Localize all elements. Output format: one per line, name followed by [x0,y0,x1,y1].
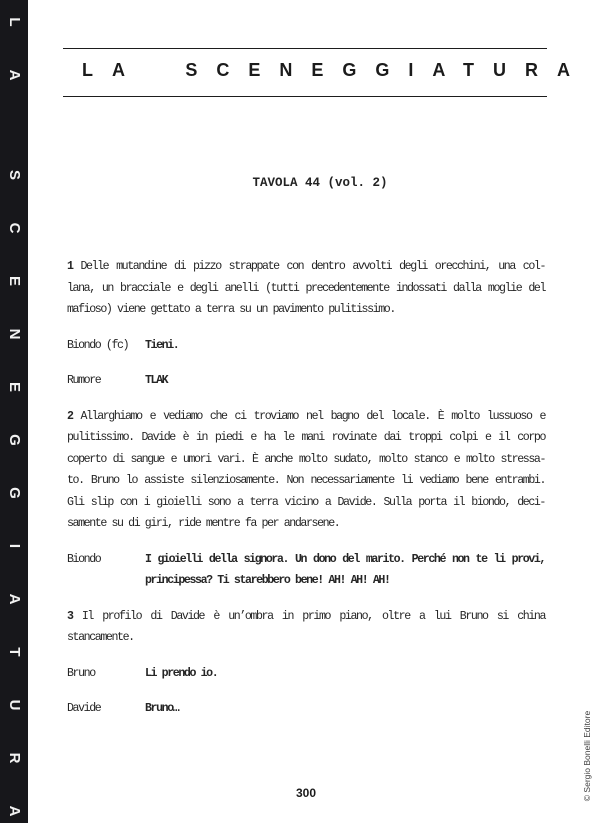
dialogue-line: TLAK [145,374,168,387]
spine-letter: A [6,593,23,605]
action-line: lana, un bracciale e degli anelli (tutti precedentemente indossati dalla moglie del [67,281,545,295]
dialogue-lines [145,370,545,392]
section-title: TAVOLA 44 (vol. 2) [252,176,388,190]
dialogue-lines [145,549,545,592]
dialogue-line: Li prendo io. [145,666,218,680]
dialogue-block [67,663,545,685]
spine-letter: E [6,275,23,286]
spine-letter: A [6,69,23,81]
spine-letter: G [6,434,23,446]
dialogue-lines [145,663,545,685]
page-header-title: LA SCENEGGIATURA [82,60,590,80]
spine-letter: L [6,17,23,27]
action-text: Delle mutandine di pizzo strappate con dentro avvolti degli orecchini, una col- [80,260,545,273]
spine-letter: U [6,699,23,711]
action-line: to. Bruno lo assiste silenziosamente. Non necessariamente li vediamo bene entrambi. [67,474,545,487]
dialogue-line: Bruno… [145,702,179,715]
scene-number: 2 [67,409,73,423]
dialogue-line: Tieni. [145,338,179,352]
dialogue-block [67,549,545,592]
action-line [67,256,545,278]
book-spine [0,0,28,823]
page-number: 300 [295,786,317,800]
action-block [67,256,545,321]
spine-letter: G [6,487,23,499]
action-text: Allarghiamo e vediamo che ci troviamo nel bagno del locale. È molto lussuoso e [80,409,545,423]
action-text: Il profilo di Davide è un’ombra in primo piano, oltre a lui Bruno si china [81,609,546,623]
spine-letter: C [6,222,23,234]
dialogue-line: principessa? Ti starebbero bene! AH! AH! AH! [145,574,390,587]
speaker-label: Bruno [67,666,95,680]
dialogue-block [67,698,545,720]
action-block [67,606,545,649]
header-rule-top [63,48,547,49]
action-line: mafioso) viene gettato a terra su un pavimento pulitissimo. [67,303,395,316]
action-line [67,406,545,428]
scene-number: 1 [67,260,73,273]
spine-letter: A [6,805,23,817]
spine-letter: E [6,381,23,392]
header-rule-bottom [63,96,547,97]
speaker-label: Biondo [67,552,101,566]
action-block [67,406,545,535]
dialogue-block [67,335,545,357]
action-line: pulitissimo. Davide è in piedi e ha le mani rovinate dai troppi colpi e il corpo [67,431,545,444]
speaker-label: Biondo (fc) [67,338,129,352]
speaker-label: Rumore [67,374,101,387]
action-line: stancamente. [67,631,134,644]
dialogue-line: I gioielli della signora. Un dono del marito. Perché non te li provi, [145,552,545,566]
speaker-label: Davide [67,702,101,715]
action-line: samente su di giri, ride mentre fa per andarsene. [67,517,340,530]
copyright-notice: © Sergio Bonelli Editore [582,710,592,802]
page [28,0,610,823]
spine-letter: R [6,752,23,764]
dialogue-lines [145,698,545,720]
action-line: coperto di sangue e umori vari. È anche molto sudato, molto stanco e molto stressa- [67,452,545,466]
spine-letter: N [6,328,23,340]
scene-number: 3 [67,609,73,623]
spine-letter: T [6,647,23,657]
spine-letter: I [6,543,23,549]
spine-letter: S [6,169,23,180]
script-blocks [67,256,545,734]
action-line [67,606,545,628]
dialogue-block [67,370,545,392]
action-line: Gli slip con i gioielli sono a terra vicino a Davide. Sulla porta il biondo, deci- [67,495,545,509]
dialogue-lines [145,335,545,357]
